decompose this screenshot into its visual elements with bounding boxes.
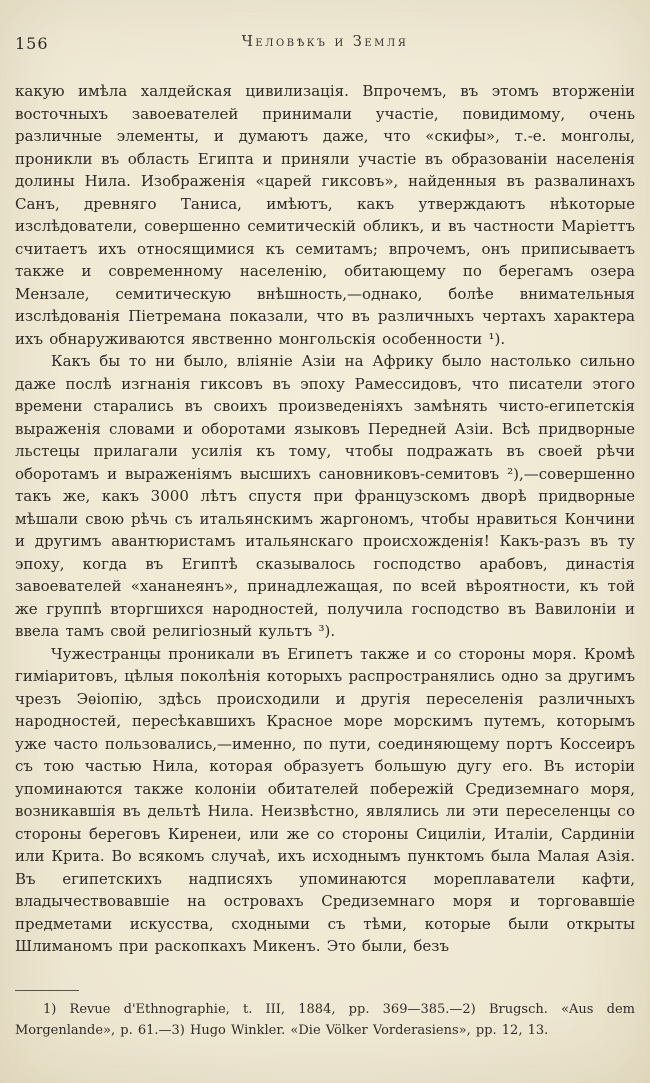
body-text (15, 80, 635, 958)
page-number: 156 (15, 34, 49, 53)
footnote-text: 1) Revue d'Ethnographie, t. III, 1884, pp. 369—385.—2) Brugsch. «Aus dem Morgenlande», p. 61.—3) Hugo Winkler. «Die Völker Vorderasiens», pp. 12, 13. (15, 1002, 635, 1038)
running-title: Человѣкъ и Земля (241, 34, 409, 50)
paragraph-2: Какъ бы то ни было, вліяніе Азіи на Африку было настолько сильно даже послѣ изгнанія гиксовъ въ эпоху Рамессидовъ, что писатели этого времени старались въ своихъ произведеніяхъ замѣнять чисто-египетскія выраженія словами и оборотами языковъ Передней Азіи. Всѣ придворные льстецы прилагали усилія къ тому, чтобы подражать въ своей рѣчи оборотамъ и выраженіямъ высшихъ сановниковъ-семитовъ ²),—совершенно такъ же, какъ 3000 лѣтъ спустя при французскомъ дворѣ придворные мѣшали свою рѣчь съ итальянскимъ жаргономъ, чтобы нравиться Кончини и другимъ авантюристамъ итальянскаго происхожденія! Какъ-разъ въ ту эпоху, когда въ Египтѣ сказывалось господство арабовъ, династія завоевателей «хананеянъ», принадлежащая, по всей вѣроятности, къ той же группѣ вторгшихся народностей, получила господство въ Вавилоніи и ввела тамъ свой религіозный культъ ³). (15, 352, 635, 640)
page-header (15, 34, 635, 56)
footnotes (15, 990, 635, 1041)
footnote-separator (15, 990, 79, 991)
paragraph-3: Чужестранцы проникали въ Египетъ также и со стороны моря. Кромѣ гиміаритовъ, цѣлыя поколѣнія которыхъ распространялись одно за другимъ чрезъ Эѳіопію, здѣсь происходили и другія переселенія различныхъ народностей, пересѣкавшихъ Красное море морскимъ путемъ, которымъ уже часто пользовались,—именно, по пути, соединяющему портъ Коссеиръ съ тою частью Нила, которая образуетъ большую дугу его. Въ исторіи упоминаются также колоніи обитателей побережій Средиземнаго моря, возникавшія въ дельтѣ Нила. Неизвѣстно, являлись ли эти переселенцы со стороны береговъ Киренеи, или же со стороны Сициліи, Италіи, Сардиніи или Крита. Во всякомъ случаѣ, ихъ исходнымъ пунктомъ была Малая Азія. Въ египетскихъ надписяхъ упоминаются мореплаватели кафти, владычествовавшіе на островахъ Средиземнаго моря и торговавшіе предметами искусства, сходными съ тѣми, которые были открыты Шлиманомъ при раскопкахъ Микенъ. Это были, безъ (15, 644, 635, 955)
paragraph-1: какую имѣла халдейская цивилизація. Впрочемъ, въ этомъ вторженіи восточныхъ завоевателей принимали участіе, повидимому, очень различные элементы, и думаютъ даже, что «скифы», т.-е. монголы, проникли въ область Египта и приняли участіе въ образованіи населенія долины Нила. Изображенія «царей гиксовъ», найденныя въ развалинахъ Санъ, древняго Таниса, имѣютъ, какъ утверждаютъ нѣкоторые изслѣдователи, совершенно семитическій обликъ, и въ частности Маріеттъ считаетъ ихъ относящимися къ семитамъ; впрочемъ, онъ приписываетъ также и современному населенію, обитающему по берегамъ озера Мензале, семитическую внѣшность,—однако, болѣе внимательныя изслѣдованія Піетремана показали, что въ различныхъ чертахъ характера ихъ обнаруживаются явственно монгольскія особенности ¹). (15, 82, 635, 348)
